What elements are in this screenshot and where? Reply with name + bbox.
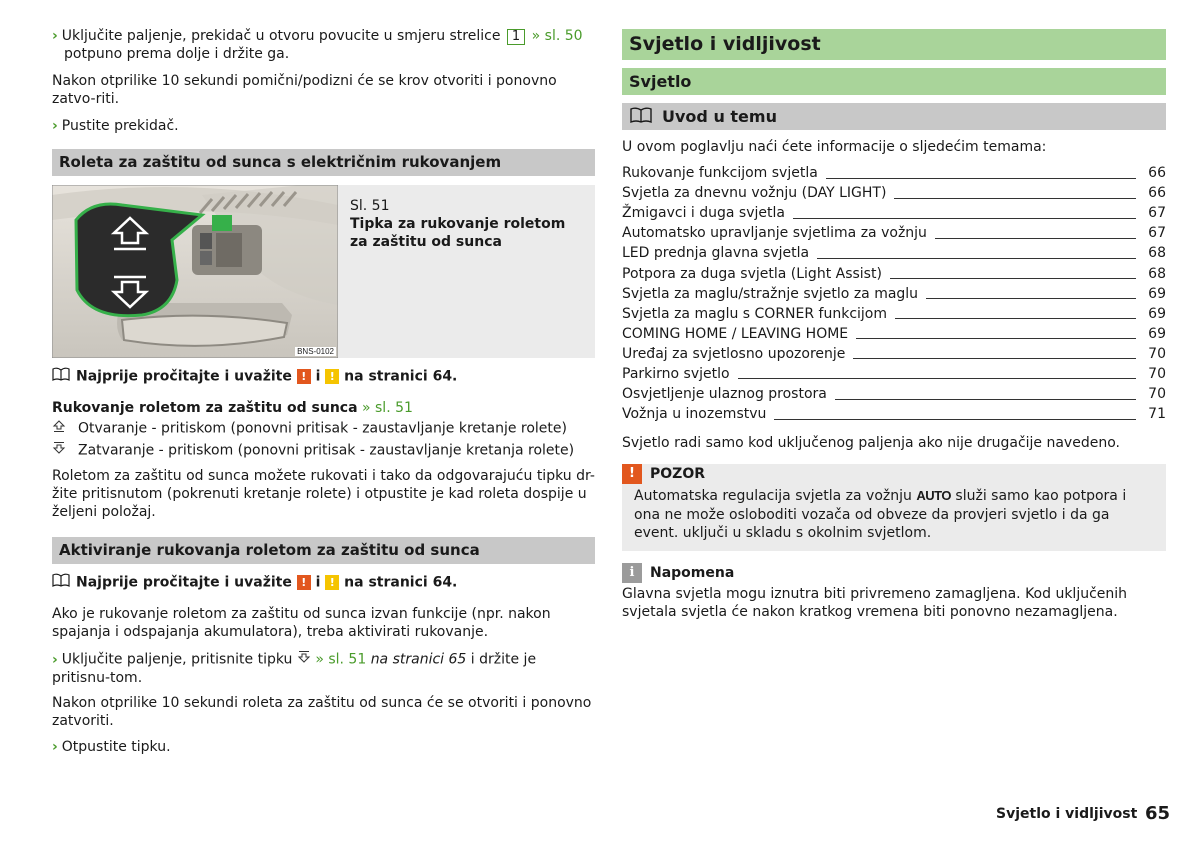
figure-title: Tipka za rukovanje roletom za zaštitu od sunca <box>350 216 566 250</box>
toc-entry[interactable] <box>622 223 1166 243</box>
figure-reference-link[interactable]: » sl. 51 <box>362 400 413 416</box>
step-text-continued: i držite je pritisnu-tom. <box>52 651 537 686</box>
sunblind-button-illustration <box>52 185 338 358</box>
toc-entry[interactable] <box>622 203 1166 223</box>
warning-header <box>622 464 705 484</box>
paragraph-step-release-button <box>52 738 595 756</box>
toc-leader-line <box>926 298 1136 299</box>
close-down-icon <box>52 441 68 460</box>
step-arrow-icon: › <box>52 739 58 755</box>
toc-entry-page: 67 <box>1148 225 1166 242</box>
step-text: Pustite prekidač. <box>61 118 179 134</box>
figure-number: Sl. 51 <box>350 198 390 214</box>
table-of-contents <box>622 163 1166 424</box>
toc-entry-title: LED prednja glavna svjetla <box>622 245 810 262</box>
paragraph-step-activate <box>52 650 595 687</box>
toc-entry-title: COMING HOME / LEAVING HOME <box>622 325 849 342</box>
list-item <box>52 441 595 460</box>
page-number: 65 <box>1145 803 1171 824</box>
toc-entry-page: 70 <box>1148 386 1166 403</box>
warning-text <box>634 487 1154 543</box>
toc-entry[interactable] <box>622 163 1166 183</box>
paragraph-step-release <box>52 117 595 135</box>
section-heading-roleta: Roleta za zaštitu od sunca s električnim rukovanjem <box>52 149 595 176</box>
toc-entry-title: Vožnja u inozemstvu <box>622 406 767 423</box>
book-icon <box>52 367 70 386</box>
toc-entry-page: 71 <box>1148 406 1166 423</box>
book-icon <box>630 104 652 131</box>
figure-reference-link[interactable]: » sl. 51 <box>315 651 367 668</box>
figure-reference-link[interactable]: » sl. 50 <box>531 28 583 44</box>
list-item-text: Zatvaranje - pritiskom (ponovni pritisak - zaustavljanje kretanja rolete) <box>78 442 575 459</box>
step-arrow-icon: › <box>52 651 58 668</box>
info-icon: i <box>622 563 642 583</box>
caution-icon: ! <box>325 575 339 590</box>
toc-entry[interactable] <box>622 384 1166 404</box>
warning-icon: ! <box>297 575 311 590</box>
paragraph-roof: Nakon otprilike 10 sekundi pomični/podizni će se krov otvoriti i ponovno zatvo-riti. <box>52 73 557 107</box>
toc-leader-line <box>853 358 1136 359</box>
toc-entry-title: Svjetla za maglu s CORNER funkcijom <box>622 305 888 322</box>
warning-box <box>622 464 1166 551</box>
section-heading-aktiviranje: Aktiviranje rukovanja roletom za zaštitu od sunca <box>52 537 595 564</box>
figure-51 <box>52 185 595 358</box>
toc-leader-line <box>774 419 1136 420</box>
toc-entry[interactable] <box>622 284 1166 304</box>
footer-chapter-title: Svjetlo i vidljivost <box>996 806 1138 822</box>
toc-entry[interactable] <box>622 183 1166 203</box>
step-arrow-icon: › <box>52 118 58 134</box>
paragraph-manual: Roletom za zaštitu od sunca možete rukovati i tako da odgovarajuću tipku dr-žite pritisnutom (pokrenuti kretanje rolete) i otpustite je kad roleta dospije u željeni položaj. <box>52 468 595 520</box>
toc-leader-line <box>894 198 1136 199</box>
toc-entry-title: Žmigavci i duga svjetla <box>622 205 785 222</box>
auto-symbol: AUTO <box>916 488 951 503</box>
note-header <box>622 563 734 583</box>
toc-entry[interactable] <box>622 304 1166 324</box>
toc-entry[interactable] <box>622 344 1166 364</box>
toc-entry[interactable] <box>622 364 1166 384</box>
read-first-text: Najprije pročitajte i uvažite <box>76 574 292 591</box>
read-first-page: na stranici 64. <box>344 368 458 385</box>
read-first-line <box>52 573 595 592</box>
toc-leader-line <box>826 178 1136 179</box>
read-first-page: na stranici 64. <box>344 574 458 591</box>
toc-entry[interactable] <box>622 243 1166 263</box>
close-down-icon <box>297 650 311 669</box>
paragraph-activation: Ako je rukovanje roletom za zaštitu od sunca izvan funkcije (npr. nakon spajanja i odspajanja akumulatora), treba aktivirati rukovanje. <box>52 606 551 640</box>
toc-entry[interactable] <box>622 263 1166 283</box>
warning-text-end: služi samo kao potpora i ona ne može osloboditi vozača od obveze da provjeri svjetlo i da ga event. uključi u skladu s okolnim svjetlom. <box>634 488 1127 541</box>
note-title: Napomena <box>650 565 735 581</box>
toc-leader-line <box>895 318 1136 319</box>
toc-entry-page: 70 <box>1148 345 1166 362</box>
warning-icon: ! <box>297 369 311 384</box>
step-text-continued: potpuno prema dolje i držite ga. <box>64 46 290 62</box>
step-text: Otpustite tipku. <box>61 739 171 755</box>
figure-caption <box>350 197 580 251</box>
toc-leader-line <box>835 399 1136 400</box>
step-text: Uključite paljenje, pritisnite tipku <box>61 651 293 668</box>
conjunction: i <box>315 368 321 385</box>
toc-leader-line <box>817 258 1136 259</box>
note-text: Glavna svjetla mogu iznutra biti privremeno zamagljena. Kod uključenih svjetala svjetla će nakon kratkog vremena biti ponovno nezamagljena. <box>622 586 1128 620</box>
subheading-operation <box>52 399 595 417</box>
toc-entry-title: Svjetla za maglu/stražnje svjetlo za maglu <box>622 285 919 302</box>
intro-text: U ovom poglavlju naći ćete informacije o sljedećim temama: <box>622 139 1047 155</box>
toc-entry-page: 69 <box>1148 325 1166 342</box>
toc-entry-title: Rukovanje funkcijom svjetla <box>622 165 818 182</box>
list-item-text: Otvaranje - pritiskom (ponovni pritisak - zaustavljanje kretanje rolete) <box>78 420 567 437</box>
toc-entry-page: 68 <box>1148 265 1166 282</box>
page-reference: na stranici 65 <box>370 651 467 668</box>
read-first-text: Najprije pročitajte i uvažite <box>76 368 292 385</box>
step-text: Uključite paljenje, prekidač u otvoru povucite u smjeru strelice <box>61 28 501 44</box>
intro-heading-text: Uvod u temu <box>662 107 777 126</box>
toc-entry-page: 69 <box>1148 305 1166 322</box>
toc-leader-line <box>935 238 1136 239</box>
toc-leader-line <box>856 338 1136 339</box>
toc-leader-line <box>738 378 1136 379</box>
toc-entry-page: 67 <box>1148 205 1166 222</box>
arrow-position-label: 1 <box>507 29 525 45</box>
toc-leader-line <box>890 278 1136 279</box>
toc-entry-title: Uređaj za svjetlosno upozorenje <box>622 345 846 362</box>
toc-entry-title: Svjetla za dnevnu vožnju (DAY LIGHT) <box>622 185 887 202</box>
list-item <box>52 419 595 438</box>
toc-entry-page: 68 <box>1148 245 1166 262</box>
step-arrow-icon: › <box>52 28 58 44</box>
toc-entry-page: 70 <box>1148 365 1166 382</box>
warning-title: POZOR <box>650 466 705 482</box>
toc-entry-title: Osvjetljenje ulaznog prostora <box>622 386 827 403</box>
toc-entry-title: Potpora za duga svjetla (Light Assist) <box>622 265 882 282</box>
toc-entry-title: Parkirno svjetlo <box>622 365 730 382</box>
warning-icon: ! <box>622 464 642 484</box>
section-heading: Svjetlo <box>622 68 1166 95</box>
intro-heading <box>622 103 1166 130</box>
figure-image <box>52 185 338 358</box>
toc-entry[interactable] <box>622 324 1166 344</box>
toc-entry-page: 66 <box>1148 185 1166 202</box>
toc-entry-page: 69 <box>1148 285 1166 302</box>
book-icon <box>52 573 70 592</box>
toc-leader-line <box>793 218 1136 219</box>
paragraph-step-1 <box>52 27 595 63</box>
toc-entry-title: Automatsko upravljanje svjetlima za vožnju <box>622 225 927 242</box>
caution-icon: ! <box>325 369 339 384</box>
warning-text-start: Automatska regulacija svjetla za vožnju <box>634 488 912 504</box>
conjunction: i <box>315 574 321 591</box>
figure-code: BNS-0102 <box>297 347 334 356</box>
open-up-icon <box>52 419 68 438</box>
paragraph-after-activation: Nakon otprilike 10 sekundi roleta za zaštitu od sunca će se otvoriti i ponovno zatvoriti. <box>52 695 592 729</box>
read-first-line <box>52 367 595 386</box>
subheading-text: Rukovanje roletom za zaštitu od sunca <box>52 400 358 416</box>
toc-entry-page: 66 <box>1148 165 1166 182</box>
chapter-heading: Svjetlo i vidljivost <box>622 29 1166 60</box>
paragraph-light-info: Svjetlo radi samo kod uključenog paljenja ako nije drugačije navedeno. <box>622 435 1120 451</box>
toc-entry[interactable] <box>622 404 1166 424</box>
